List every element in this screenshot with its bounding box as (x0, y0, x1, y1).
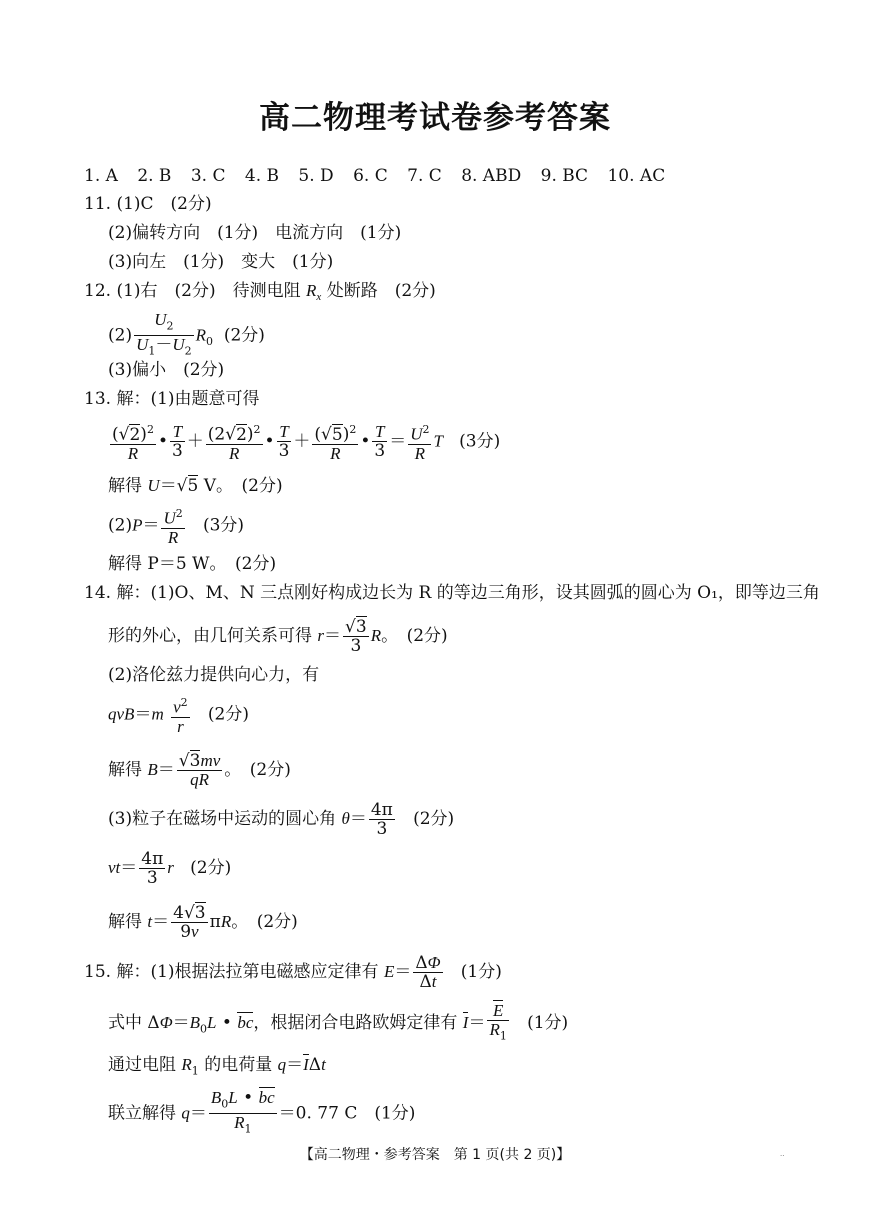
q13-line3: 解得 U＝√5 V。 (2分) (108, 476, 283, 496)
q14-line7: vt＝ $\frac{4\pi}{3}$ r (2分) (108, 849, 232, 888)
q14-line4: qvB＝m $\frac{v^2}{r}$ (2分) (108, 696, 249, 736)
q14-line1: 14. 解：(1)O、M、N 三点刚好构成边长为 R 的等边三角形，设其圆弧的圆心为 O₁，即等边三角 (84, 583, 820, 603)
q14-line8: 解得 t＝ $\frac{4√3}{9v}$ πR。 (2分) (108, 903, 298, 942)
q14-line6: (3)粒子在磁场中运动的圆心角 θ＝ $\frac{4\pi}{3}$ (2分) (108, 800, 455, 839)
answer-7: 7. C (407, 166, 442, 186)
answer-2: 2. B (137, 166, 172, 186)
q14-line2: 形的外心，由几何关系可得 r＝ $\frac{√3}{3}$ R。 (2分) (108, 617, 448, 656)
q15-line3: 通过电阻 $R_1$ 的电荷量 q＝IΔt (108, 1055, 326, 1078)
q13-line1: 13. 解：(1)由题意可得 (84, 389, 260, 409)
q13-line4: (2)P＝ $\frac{U^2}{R}$ (3分) (108, 507, 245, 547)
corner-mark: ·· (780, 1152, 785, 1160)
q11-line2: (2)偏转方向 (1分) 电流方向 (1分) (108, 223, 402, 243)
q12-line3: (3)偏小 (2分) (108, 360, 225, 380)
answer-4: 4. B (244, 166, 280, 186)
q14-line3: (2)洛伦兹力提供向心力，有 (108, 665, 320, 685)
formula-fraction: $\frac{U_2}{U_1-U_2}$ (136, 310, 192, 358)
q12-line2: (2) $\frac{U_2}{U_1-U_2}$ $R_0$ (2分) (108, 311, 265, 361)
answer-9: 9. BC (540, 166, 589, 186)
q15-line4: 联立解得 q＝ $\frac{B_0L • bc}{R_1}$ ＝0. 77 C (1分) (108, 1088, 416, 1136)
answer-1: 1. A (84, 166, 118, 186)
page-footer: 【高二物理・参考答案 第 1 页(共 2 页)】 (299, 1147, 571, 1163)
answer-5: 5. D (298, 166, 334, 186)
q12-line1: 12. (1)右 (2分) 待测电阻 $R_x$ 处断路 (2分) (84, 281, 436, 304)
q13-line2: $\frac{(√2)^2}{R}$ • $\frac{T}{3}$ ＋ $\frac{(2√2)^2}{R}$ • $\frac{T}{3}$ ＋ $\frac{(√5)^2}{R}$ • $\frac{T}{3}$ ＝ $\frac{U^2}{R}$ T (3分) (112, 422, 501, 463)
q11-line1: 11. (1)C (2分) (84, 194, 212, 214)
q15-line2: 式中 $\Delta\Phi=B_0L$ • bc，根据闭合电路欧姆定律有 I＝ $\frac{E}{R_1}$ (1分) (108, 1001, 569, 1043)
page-title: 高二物理考试卷参考答案 (259, 100, 611, 136)
q15-line1: 15. 解：(1)根据法拉第电磁感应定律有 E＝ $\frac{\Delta\Phi}{\Delta t}$ (1分) (84, 953, 502, 992)
answer-3: 3. C (190, 166, 226, 186)
answer-10: 10. AC (607, 166, 666, 186)
answer-6: 6. C (353, 166, 388, 186)
q14-line5: 解得 B＝ $\frac{√3mv}{qR}$ 。 (2分) (108, 751, 291, 789)
q11-line3: (3)向左 (1分) 变大 (1分) (108, 252, 334, 272)
choice-answers-row (84, 166, 679, 186)
q13-line5: 解得 P＝5 W。 (2分) (108, 554, 277, 574)
answer-8: 8. ABD (461, 166, 522, 186)
